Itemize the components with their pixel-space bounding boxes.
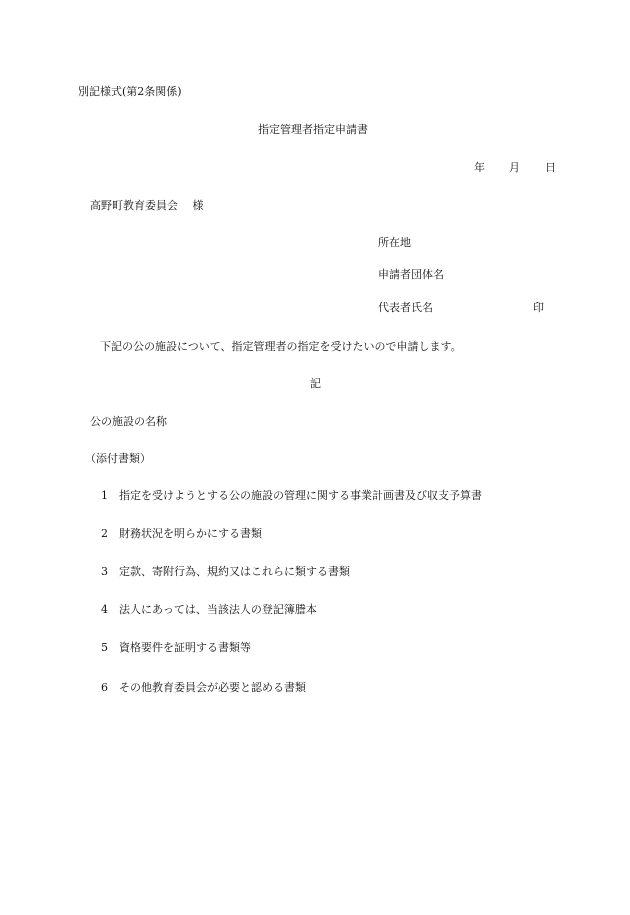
list-item-number: 1 [101, 489, 108, 502]
address-label: 所在地 [378, 236, 411, 249]
list-item-text: 財務状況を明らかにする書類 [119, 527, 262, 540]
list-item-text: その他教育委員会が必要と認める書類 [119, 681, 306, 694]
list-item-text: 指定を受けようとする公の施設の管理に関する事業計画書及び収支予算書 [119, 489, 482, 502]
document-title: 指定管理者指定申請書 [258, 123, 368, 136]
attachments-heading: （添付書類） [85, 452, 151, 465]
list-item-number: 5 [101, 641, 108, 654]
rep-name-label: 代表者氏名 [378, 301, 433, 314]
list-item-text: 定款、寄附行為、規約又はこれらに類する書類 [119, 565, 350, 578]
form-label: 別記様式(第2条関係) [78, 85, 182, 98]
org-name-label: 申請者団体名 [378, 268, 444, 281]
addressee: 高野町教育委員会 様 [90, 199, 204, 212]
list-item-number: 3 [101, 565, 108, 578]
ki-note-heading: 記 [310, 377, 321, 390]
list-item-number: 6 [101, 681, 108, 694]
list-item-text: 資格要件を証明する書類等 [119, 641, 251, 654]
seal-label: 印 [533, 301, 544, 314]
date-month-label: 月 [509, 161, 520, 174]
date-day-label: 日 [545, 161, 556, 174]
request-text: 下記の公の施設について、指定管理者の指定を受けたいので申請します。 [100, 340, 462, 353]
date-year-label: 年 [474, 161, 485, 174]
list-item-text: 法人にあっては、当該法人の登記簿謄本 [119, 603, 317, 616]
facility-name-label: 公の施設の名称 [90, 415, 167, 428]
list-item-number: 2 [101, 527, 108, 540]
list-item-number: 4 [101, 603, 108, 616]
